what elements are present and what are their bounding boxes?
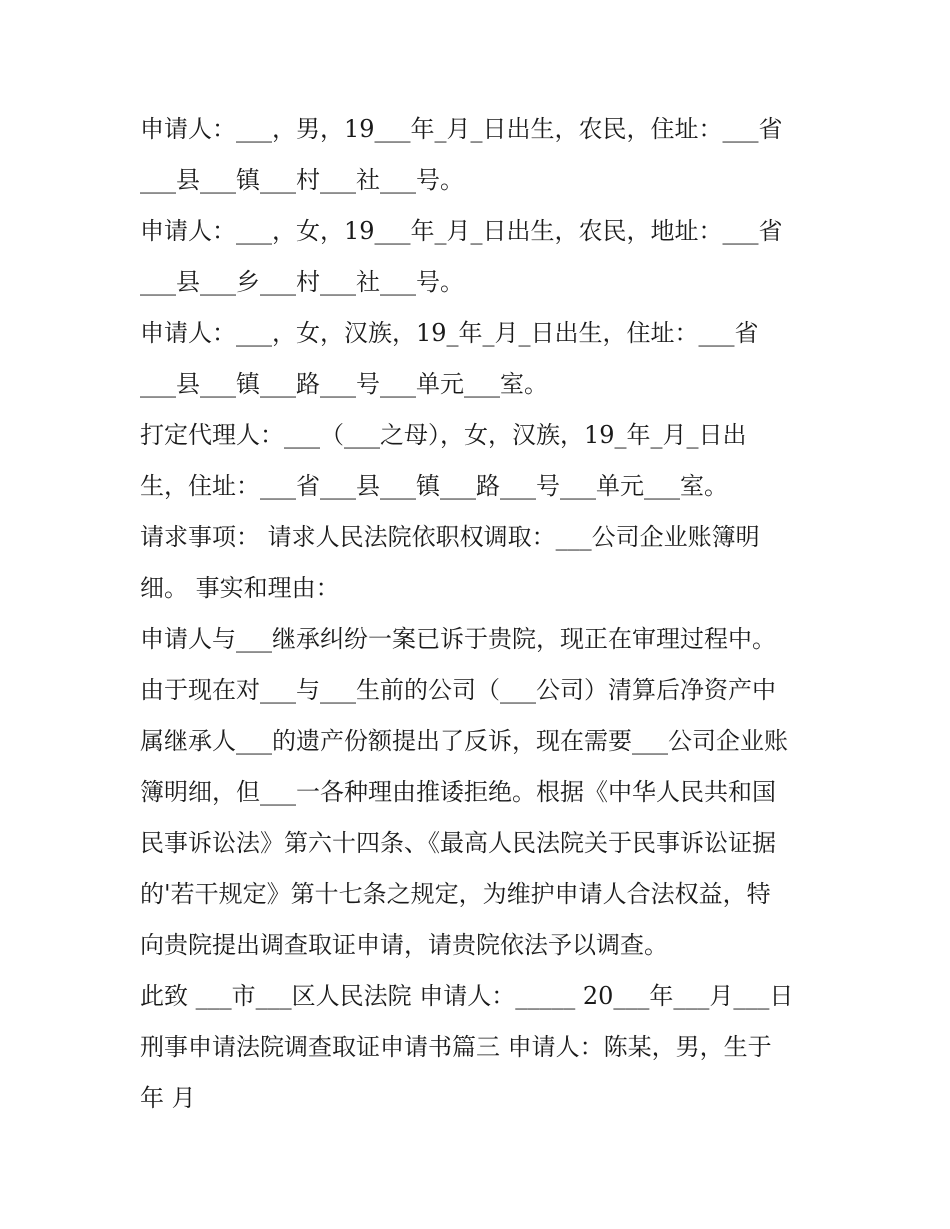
text-line: 细。 事实和理由：	[140, 574, 340, 602]
text-line: 生，住址：___省___县___镇___路___号___单元___室。	[140, 472, 728, 500]
text-line: 申请人：___，女，19___年_月_日出生，农民，地址：___省	[140, 217, 783, 245]
text-line: 由于现在对___与___生前的公司（___公司）清算后净资产中	[140, 676, 776, 704]
text-line: 此致 ___市___区人民法院 申请人：_____ 20___年___月___日	[140, 982, 794, 1010]
text-line: ___县___镇___村___社___号。	[140, 166, 464, 194]
text-line: 属继承人___的遗产份额提出了反诉，现在需要___公司企业账	[140, 727, 788, 755]
document-body	[140, 104, 820, 1124]
text-line: 民事诉讼法》第六十四条、《最高人民法院关于民事诉讼证据	[140, 829, 776, 857]
text-line: 打定代理人：___（___之母），女，汉族，19_年_月_日出	[140, 421, 747, 449]
text-line: ___县___乡___村___社___号。	[140, 268, 464, 296]
text-line: 年 月	[140, 1084, 196, 1112]
text-line: 申请人：___，男，19___年_月_日出生，农民，住址：___省	[140, 115, 783, 143]
text-line: 刑事申请法院调查取证申请书篇三 申请人：陈某，男，生于	[140, 1033, 772, 1061]
text-line: 申请人：___，女，汉族，19_年_月_日出生，住址：___省	[140, 319, 759, 347]
text-line: 申请人与___继承纠纷一案已诉于贵院，现正在审理过程中。	[140, 625, 776, 653]
text-line: 簿明细，但___一各种理由推诿拒绝。根据《中华人民共和国	[140, 778, 776, 806]
text-line: 的'若干规定》第十七条之规定，为维护申请人合法权益，特	[140, 880, 771, 908]
text-line: 向贵院提出调查取证申请，请贵院依法予以调查。	[140, 931, 668, 959]
text-line: ___县___镇___路___号___单元___室。	[140, 370, 548, 398]
text-line: 请求事项： 请求人民法院依职权调取：___公司企业账簿明	[140, 523, 760, 551]
